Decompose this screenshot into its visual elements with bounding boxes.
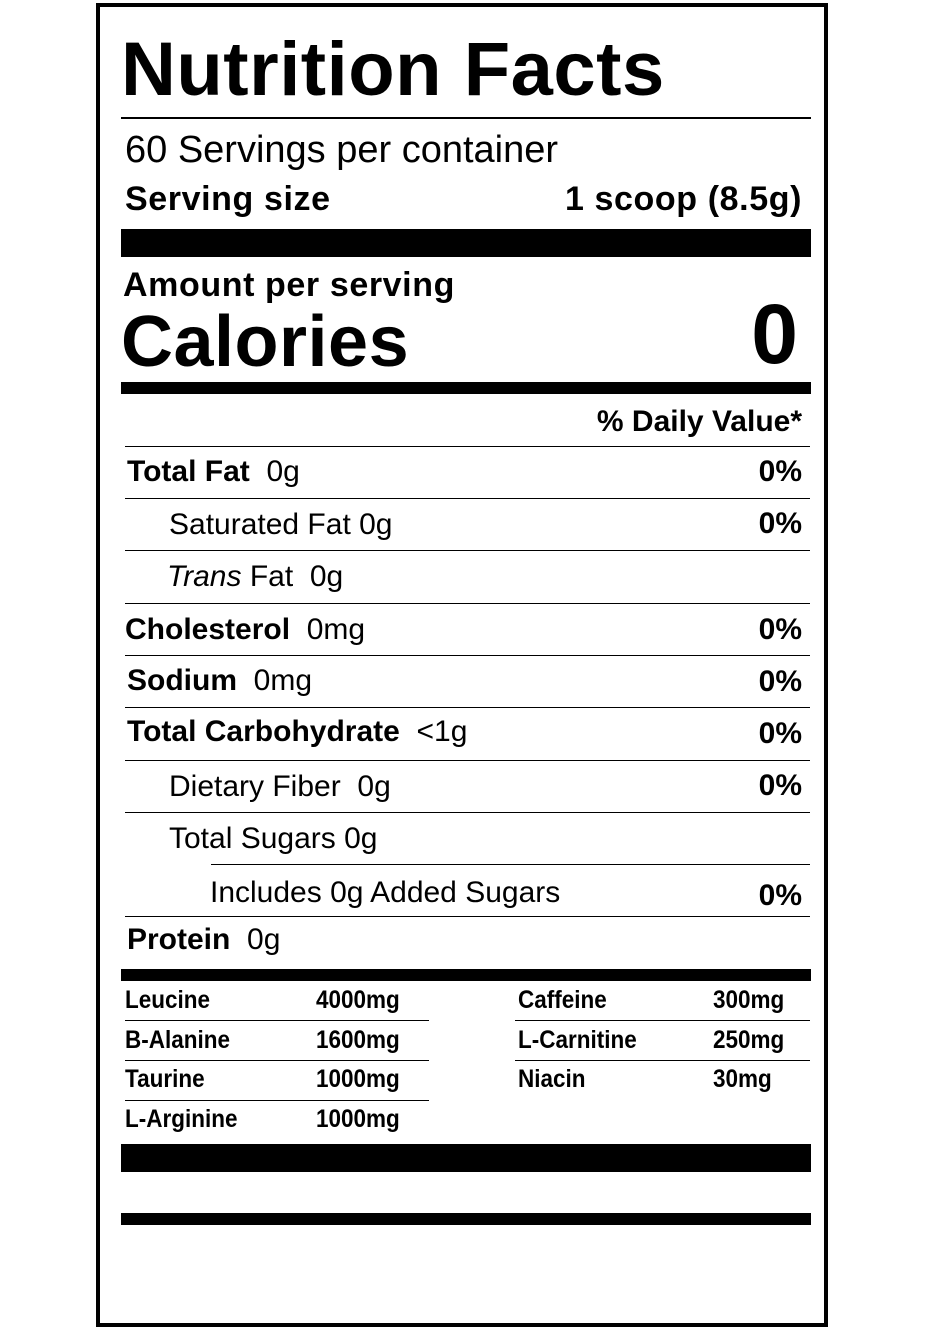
row-divider bbox=[125, 812, 810, 813]
nutrient-name: Dietary Fiber bbox=[169, 770, 341, 803]
nutrient-name: Fat bbox=[249, 560, 294, 593]
supplement-amount: 4000mg bbox=[316, 986, 400, 1014]
amount-per-serving: Amount per serving bbox=[123, 266, 455, 304]
nutrient-row-added-sugars bbox=[210, 878, 560, 908]
nutrient-row-saturated-fat bbox=[169, 510, 393, 540]
nutrient-dv: 0% bbox=[758, 507, 802, 540]
nutrient-amount: 0g bbox=[266, 455, 300, 488]
row-divider bbox=[515, 1060, 810, 1061]
nutrient-name: Saturated Fat bbox=[169, 508, 351, 541]
supplement-name: Caffeine bbox=[518, 986, 607, 1014]
serving-size-value: 1 scoop (8.5g) bbox=[564, 180, 802, 218]
nutrient-amount: 0g bbox=[309, 560, 344, 593]
nutrient-row-sodium bbox=[127, 666, 312, 696]
nutrient-amount: 0mg bbox=[253, 664, 313, 697]
nutrient-amount: 0g bbox=[247, 923, 281, 956]
supplement-name: L-Arginine bbox=[125, 1105, 238, 1133]
supplement-amount: 1000mg bbox=[316, 1065, 400, 1093]
thick-divider-top bbox=[121, 229, 811, 257]
nutrient-dv: 0% bbox=[758, 769, 802, 802]
row-divider bbox=[125, 760, 810, 761]
nutrient-dv: 0% bbox=[758, 717, 802, 750]
calories-divider bbox=[121, 382, 811, 394]
nutrient-name: Sodium bbox=[127, 664, 237, 697]
calories-value: 0 bbox=[751, 287, 798, 381]
nutrient-amount: 0g bbox=[357, 770, 391, 803]
nutrient-amount: 0g bbox=[344, 822, 378, 855]
nutrient-name: Cholesterol bbox=[125, 613, 291, 646]
supplement-amount: 300mg bbox=[713, 986, 785, 1014]
nutrient-amount: <1g bbox=[416, 715, 468, 748]
row-divider bbox=[125, 655, 810, 656]
nutrient-row-total-sugars bbox=[169, 824, 377, 854]
supplement-amount: 30mg bbox=[713, 1065, 772, 1093]
nutrient-dv: 0% bbox=[758, 665, 802, 698]
supplement-amount: 1000mg bbox=[316, 1105, 400, 1133]
nutrient-name: Includes 0g Added Sugars bbox=[210, 876, 561, 909]
servings-per-container: 60 Servings per container bbox=[125, 129, 559, 171]
row-divider bbox=[125, 1060, 429, 1061]
nutrient-dv: 0% bbox=[758, 455, 802, 488]
row-divider bbox=[515, 1020, 810, 1021]
nutrient-row-protein bbox=[127, 925, 280, 955]
nutrient-row-dietary-fiber bbox=[169, 772, 391, 802]
row-divider bbox=[125, 446, 810, 447]
nutrient-dv: 0% bbox=[758, 613, 802, 646]
row-divider bbox=[125, 916, 810, 917]
label-title: Nutrition Facts bbox=[121, 27, 665, 112]
supplement-amount: 1600mg bbox=[316, 1026, 400, 1054]
nutrient-name-italic: Trans bbox=[167, 560, 242, 593]
row-divider bbox=[125, 550, 810, 551]
row-divider bbox=[125, 1100, 429, 1101]
serving-size-label: Serving size bbox=[125, 180, 331, 218]
row-divider bbox=[125, 603, 810, 604]
supplement-amount: 250mg bbox=[713, 1026, 785, 1054]
row-divider bbox=[125, 498, 810, 499]
footer-divider bbox=[121, 1213, 811, 1225]
nutrient-name: Total Carbohydrate bbox=[127, 715, 400, 748]
title-divider bbox=[121, 117, 811, 119]
daily-value-header: % Daily Value* bbox=[596, 405, 802, 438]
nutrient-name: Protein bbox=[127, 923, 231, 956]
row-divider bbox=[125, 707, 810, 708]
supplement-name: Taurine bbox=[125, 1065, 205, 1093]
supplement-name: L-Carnitine bbox=[518, 1026, 637, 1054]
nutrient-dv: 0% bbox=[758, 879, 802, 912]
row-divider bbox=[211, 864, 810, 865]
row-divider bbox=[125, 1020, 429, 1021]
nutrient-row-cholesterol bbox=[125, 615, 365, 645]
nutrient-name: Total Sugars bbox=[169, 822, 336, 855]
supplement-name: Leucine bbox=[125, 986, 211, 1014]
nutrient-row-trans-fat bbox=[167, 562, 343, 592]
nutrient-row-total-fat bbox=[127, 457, 300, 487]
nutrient-amount: 0mg bbox=[306, 613, 366, 646]
nutrient-name: Total Fat bbox=[127, 455, 250, 488]
nutrient-amount: 0g bbox=[359, 508, 393, 541]
protein-divider bbox=[121, 969, 811, 981]
calories-label: Calories bbox=[121, 302, 410, 382]
thick-divider-bottom bbox=[121, 1144, 811, 1172]
supplement-name: B-Alanine bbox=[125, 1026, 231, 1054]
nutrient-row-total-carbohydrate bbox=[127, 717, 467, 747]
supplement-name: Niacin bbox=[518, 1065, 586, 1093]
